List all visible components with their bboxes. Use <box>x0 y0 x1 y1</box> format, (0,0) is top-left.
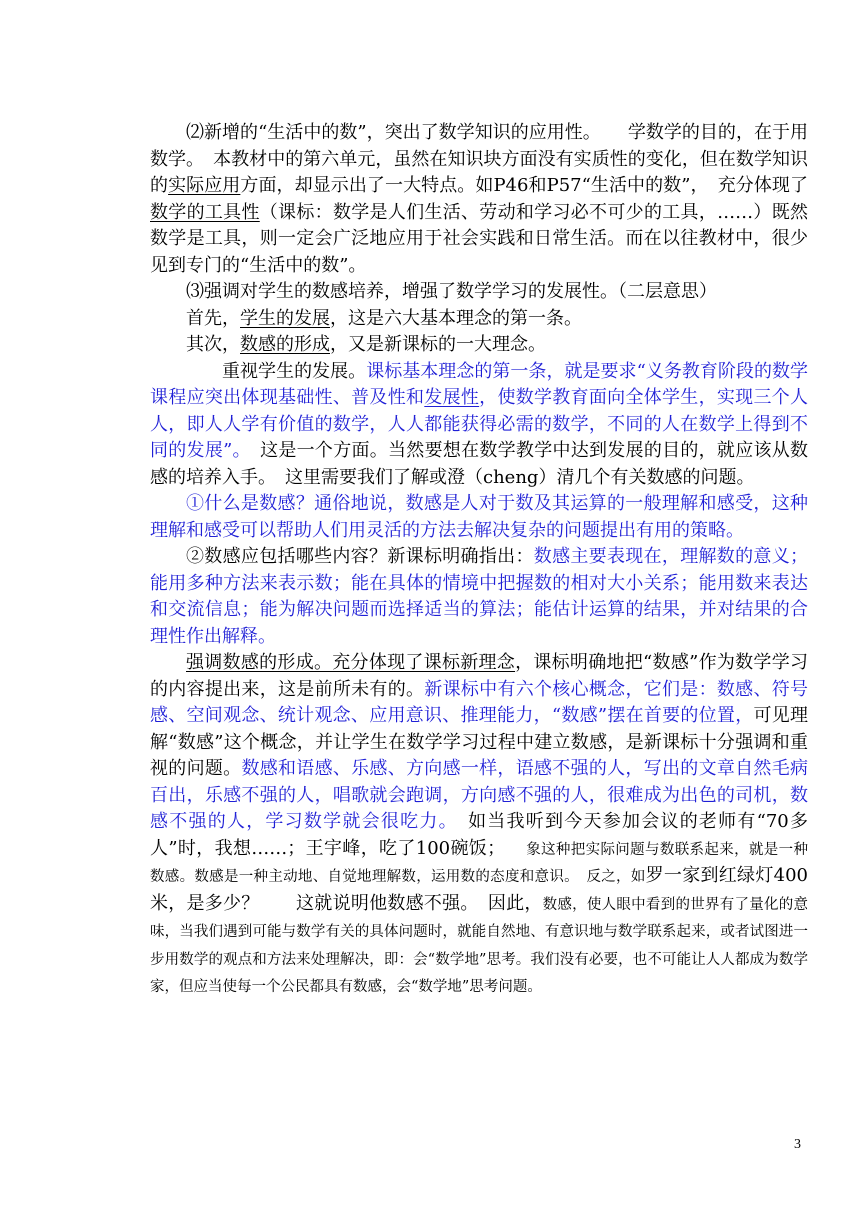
underlined-text: 数感的形成 <box>240 334 330 355</box>
text-run: （课标：数学是人们生活、劳动和学习必不可少的工具，……）既然数学是工具，则一定会广泛地应用于社会实践和日常生活。而在以往教材中，很少见到专门的“生活中的数”。 <box>150 201 808 276</box>
text-run: 重视学生的发展。 <box>222 360 367 382</box>
paragraph-number-sense-heading: ⑶强调对学生的数感培养，增强了数学学习的发展性。（二层意思） <box>186 281 717 302</box>
text-run: 其次， <box>186 334 240 355</box>
paragraph-number-sense-contents <box>150 544 808 650</box>
text-run: ，这是六大基本理念的第一条。 <box>330 307 582 329</box>
underlined-text: 强调数感的形成。充分体现了课标新理念 <box>186 652 516 673</box>
text-run: ⑵新增的“生活中的数”，突出了数学知识的应用性。 学数学的目的，在于用数学。 本教材中的第六单元，虽然在知识块方面没有实质性的变化，但在数学知识的 <box>150 122 808 196</box>
text-run: 方面，却显示出了一大特点。如P46和P57“生活中的数”， 充分体现了 <box>240 175 809 196</box>
page-number: 3 <box>794 1137 801 1152</box>
highlighted-text: 课标基本理念的第一条，就是要求“义务教育阶段的数学课程应突出体现基础性、普及性和 <box>150 360 809 408</box>
highlighted-text: ，使数学教育面向全体学生，实现三个人人，即人人学有价值的数学，人人都能获得必需的数学，不同的人在数学上得到不同的发展”。 <box>150 387 809 461</box>
highlighted-text: 新课标中有六个核心概念，它们是：数感、符号感、空间观念、统计观念、应用意识、推理能力，“数感”摆在首要的位置， <box>150 678 809 726</box>
highlighted-underlined-text: 发展性 <box>424 387 480 408</box>
text-run: ，课标明确地把“数感”作为数学学习的内容提出来，这是前所未有的。 <box>150 652 808 700</box>
small-text-run: 数感，使人眼中看到的世界有了量化的意味，当我们遇到可能与数学有关的具体问题时，就能自然地、有意识地与数学联系起来，或者试图进一步用数学的观点和方法来处理解决，即：会“数学地”思考。我们没有必要，也不可能让人人都成为数学家，但应当使每一个公民都具有数感，会“数学地”思考问题。 <box>150 896 808 995</box>
text-run: 这是一个方面。当然要想在数学教学中达到发展的目的，就应该从数感的培养入手。 这里需要我们了解或澄（cheng）清几个有关数感的问题。 <box>150 440 809 488</box>
highlighted-text: 数感和语感、乐感、方向感一样，语感不强的人，写出的文章自然毛病百出，乐感不强的人，唱歌就会跑调，方向感不强的人，很难成为出色的司机，数感不强的人，学习数学就会很吃力。 <box>150 758 809 832</box>
paragraph-life-numbers <box>150 120 808 279</box>
small-text-run: 象这种把实际问题与数联系起来，就是一种数感。数感是一种主动地、自觉地理解数，运用数的态度和意识。 反之，如 <box>150 841 808 885</box>
document-body <box>150 120 808 1001</box>
paragraph-second <box>150 332 808 359</box>
text-run: 首先， <box>186 307 240 329</box>
paragraph-first <box>150 306 808 333</box>
underlined-text: 学生的发展 <box>240 307 330 329</box>
paragraph-what-is-number-sense: ①什么是数感？通俗地说，数感是人对于数及其运算的一般理解和感受，这种理解和感受可以帮助人们用灵活的方法去解决复杂的问题提出有用的策略。 <box>150 493 808 541</box>
text-run: ，又是新课标的一大理念。 <box>330 334 546 355</box>
paragraph-student-development <box>150 359 808 492</box>
text-run: 如当我听到今天参加会议的老师有“70多人”时，我想……；王宇峰，吃了100碗饭； <box>150 811 808 859</box>
underlined-text: 实际应用 <box>168 175 241 196</box>
paragraph-number-sense-formation <box>150 650 808 1001</box>
highlighted-text: 数感主要表现在，理解数的意义；能用多种方法来表示数；能在具体的情境中把握数的相对大小关系；能用数来表达和交流信息；能为解决问题而选择适当的算法；能估计运算的结果，并对结果的合理性作出解释。 <box>150 546 809 647</box>
text-run: ②数感应包括哪些内容？新课标明确指出： <box>186 546 534 567</box>
text-run: 可见理解“数感”这个概念，并让学生在数学学习过程中建立数感，是新课标十分强调和重视的问题。 <box>150 705 809 779</box>
text-run: 罗一家到红绿灯400米，是多少？ 这就说明他数感不强。 因此， <box>150 865 808 914</box>
underlined-text: 数学的工具性 <box>150 201 260 223</box>
